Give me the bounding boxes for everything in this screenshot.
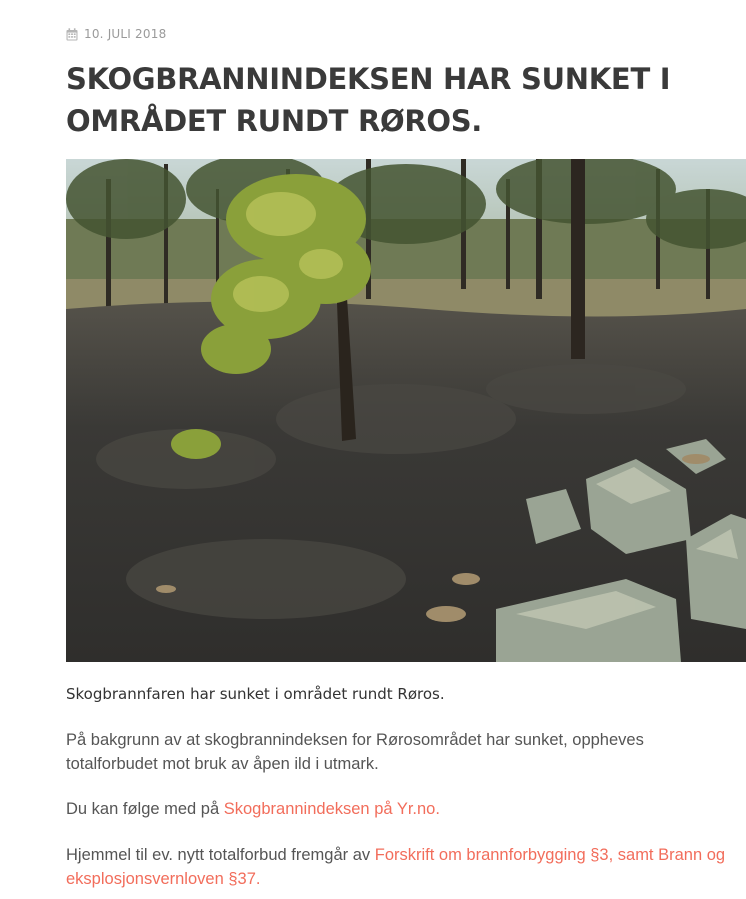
post-meta (66, 26, 166, 42)
forskrift-link[interactable]: Forskrift om brannforbygging §3, samt Brann og eksplosjonsvernloven §37. (66, 846, 726, 888)
post-paragraph-3 (66, 843, 736, 891)
paragraph-3-text: Hjemmel til ev. nytt totalforbud fremgår av (66, 846, 375, 864)
post-date: 10. JULI 2018 (84, 27, 167, 41)
calendar-icon (66, 28, 78, 41)
post-title: SKOGBRANNINDEKSEN HAR SUNKET I OMRÅDET RUNDT RØROS. (66, 62, 671, 138)
post-paragraph-2 (66, 797, 736, 821)
featured-image (66, 159, 746, 662)
post-lead: Skogbrannfaren har sunket i området rundt Røros. (66, 685, 445, 703)
yr-skogbrannindeks-link[interactable]: Skogbrannindeksen på Yr.no. (223, 800, 440, 818)
paragraph-2-text: Du kan følge med på (66, 800, 224, 818)
post-paragraph-1: På bakgrunn av at skogbrannindeksen for Rørosområdet har sunket, oppheves totalforbudet mot bruk av åpen ild i utmark. (66, 731, 644, 773)
